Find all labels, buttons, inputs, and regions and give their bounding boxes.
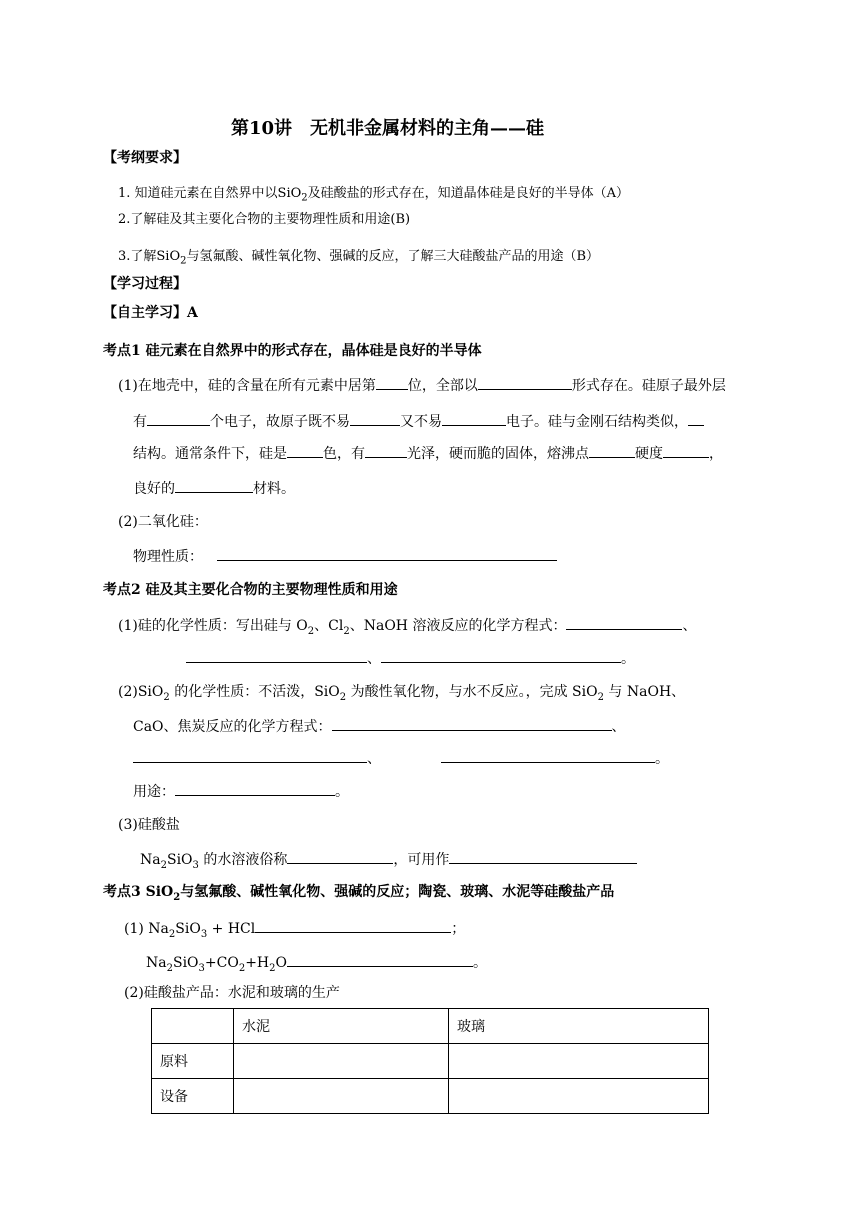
blank[interactable] xyxy=(287,848,393,864)
kd1-line-3: 结构。通常条件下，硅是 色，有 光泽，硬而脆的固体，熔沸点 硬度 ， xyxy=(133,442,723,464)
silicate-products-table xyxy=(151,1008,709,1114)
table-row xyxy=(152,1079,709,1114)
kd2-chem-2: 、 。 xyxy=(186,647,635,669)
kd1-wuli: 物理性质： xyxy=(133,545,557,567)
section-zizhu: 【自主学习】A xyxy=(103,305,198,321)
blank[interactable] xyxy=(175,780,335,796)
blank[interactable] xyxy=(365,442,407,458)
kd1-sio2: (2)二氧化硅： xyxy=(118,514,208,530)
kd2-sio2-2: CaO、焦炭反应的化学方程式： 、 xyxy=(133,715,626,737)
kaodian-3-heading: 考点3 SiO$_2$与氢氟酸、碱性氧化物、强碱的反应；陶瓷、玻璃、水泥等硅酸盐产品 xyxy=(103,884,615,903)
blank[interactable] xyxy=(350,410,400,426)
section-kaogang: 【考纲要求】 xyxy=(103,150,187,166)
kd3-products: (2)硅酸盐产品：水泥和玻璃的生产 xyxy=(124,985,340,1001)
table-cell[interactable] xyxy=(234,1079,449,1114)
blank[interactable] xyxy=(449,848,637,864)
blank[interactable] xyxy=(186,647,367,663)
blank[interactable] xyxy=(217,545,557,561)
blank[interactable] xyxy=(287,951,473,967)
kd2-sio2-1: (2)SiO$_2$ 的化学性质：不活泼，SiO$_2$ 为酸性氧化物，与水不反应。，完成 SiO$_2$ 与 NaOH、 xyxy=(118,684,686,703)
kd3-eq-2: $Na_2SiO_3+CO_2+H_2O$ 。 xyxy=(146,951,487,973)
table-header-cell xyxy=(152,1009,234,1044)
blank[interactable] xyxy=(133,747,367,763)
blank[interactable] xyxy=(663,442,709,458)
kd2-gsy: (3)硅酸盐 xyxy=(118,817,180,833)
blank[interactable] xyxy=(175,477,253,493)
blank[interactable] xyxy=(589,442,635,458)
table-header-glass: 玻璃 xyxy=(449,1009,709,1044)
table-row xyxy=(152,1044,709,1079)
kd1-line-4: 良好的 材料。 xyxy=(133,477,295,499)
table-row-label: 设备 xyxy=(152,1079,234,1114)
blank[interactable] xyxy=(566,614,682,630)
requirement-2: 2.了解硅及其主要化合物的主要物理性质和用途(B) xyxy=(118,212,411,227)
kd1-line-2: 有 个电子，故原子既不易 又不易 电子。硅与金刚石结构类似， xyxy=(133,410,704,432)
blank[interactable] xyxy=(478,374,572,390)
blank[interactable] xyxy=(376,374,408,390)
blank[interactable] xyxy=(441,747,655,763)
table-header-cement: 水泥 xyxy=(234,1009,449,1044)
section-xuexi: 【学习过程】 xyxy=(103,276,187,292)
table-header-row xyxy=(152,1009,709,1044)
blank[interactable] xyxy=(287,442,323,458)
blank[interactable] xyxy=(255,917,451,933)
blank[interactable] xyxy=(381,647,621,663)
table-cell[interactable] xyxy=(234,1044,449,1079)
requirement-1: 1. 知道硅元素在自然界中以SiO$_2$及硅酸盐的形式存在，知道晶体硅是良好的半导体（A） xyxy=(118,186,630,204)
kd3-eq-1: (1) $Na_2SiO_3$ + HCl ； xyxy=(124,917,465,939)
page-title: 第10讲 无机非金属材料的主角——硅 xyxy=(231,118,545,139)
kd2-sio2-3: 、 。 xyxy=(133,747,669,769)
kd1-line-1: (1)在地壳中，硅的含量在所有元素中居第 位，全部以 形式存在。硅原子最外层 xyxy=(118,374,726,396)
table-cell[interactable] xyxy=(449,1044,709,1079)
kaodian-2-heading: 考点2 硅及其主要化合物的主要物理性质和用途 xyxy=(103,582,398,598)
table-row-label: 原料 xyxy=(152,1044,234,1079)
table-cell[interactable] xyxy=(449,1079,709,1114)
requirement-3: 3.了解SiO$_2$与氢氟酸、碱性氧化物、强碱的反应，了解三大硅酸盐产品的用途（B） xyxy=(118,249,600,267)
blank[interactable] xyxy=(332,715,612,731)
kd2-chem-1: (1)硅的化学性质：写出硅与 $O_2$、$Cl_2$、NaOH 溶液反应的化学方程式： 、 xyxy=(118,614,696,636)
blank[interactable] xyxy=(688,410,704,426)
blank[interactable] xyxy=(147,410,210,426)
kd2-na2sio3: $Na_2SiO_3$ 的水溶液俗称 ，可用作 xyxy=(140,848,637,870)
kd2-yongtu: 用途： 。 xyxy=(133,780,349,802)
blank[interactable] xyxy=(442,410,506,426)
kaodian-1-heading: 考点1 硅元素在自然界中的形式存在，晶体硅是良好的半导体 xyxy=(103,343,482,359)
